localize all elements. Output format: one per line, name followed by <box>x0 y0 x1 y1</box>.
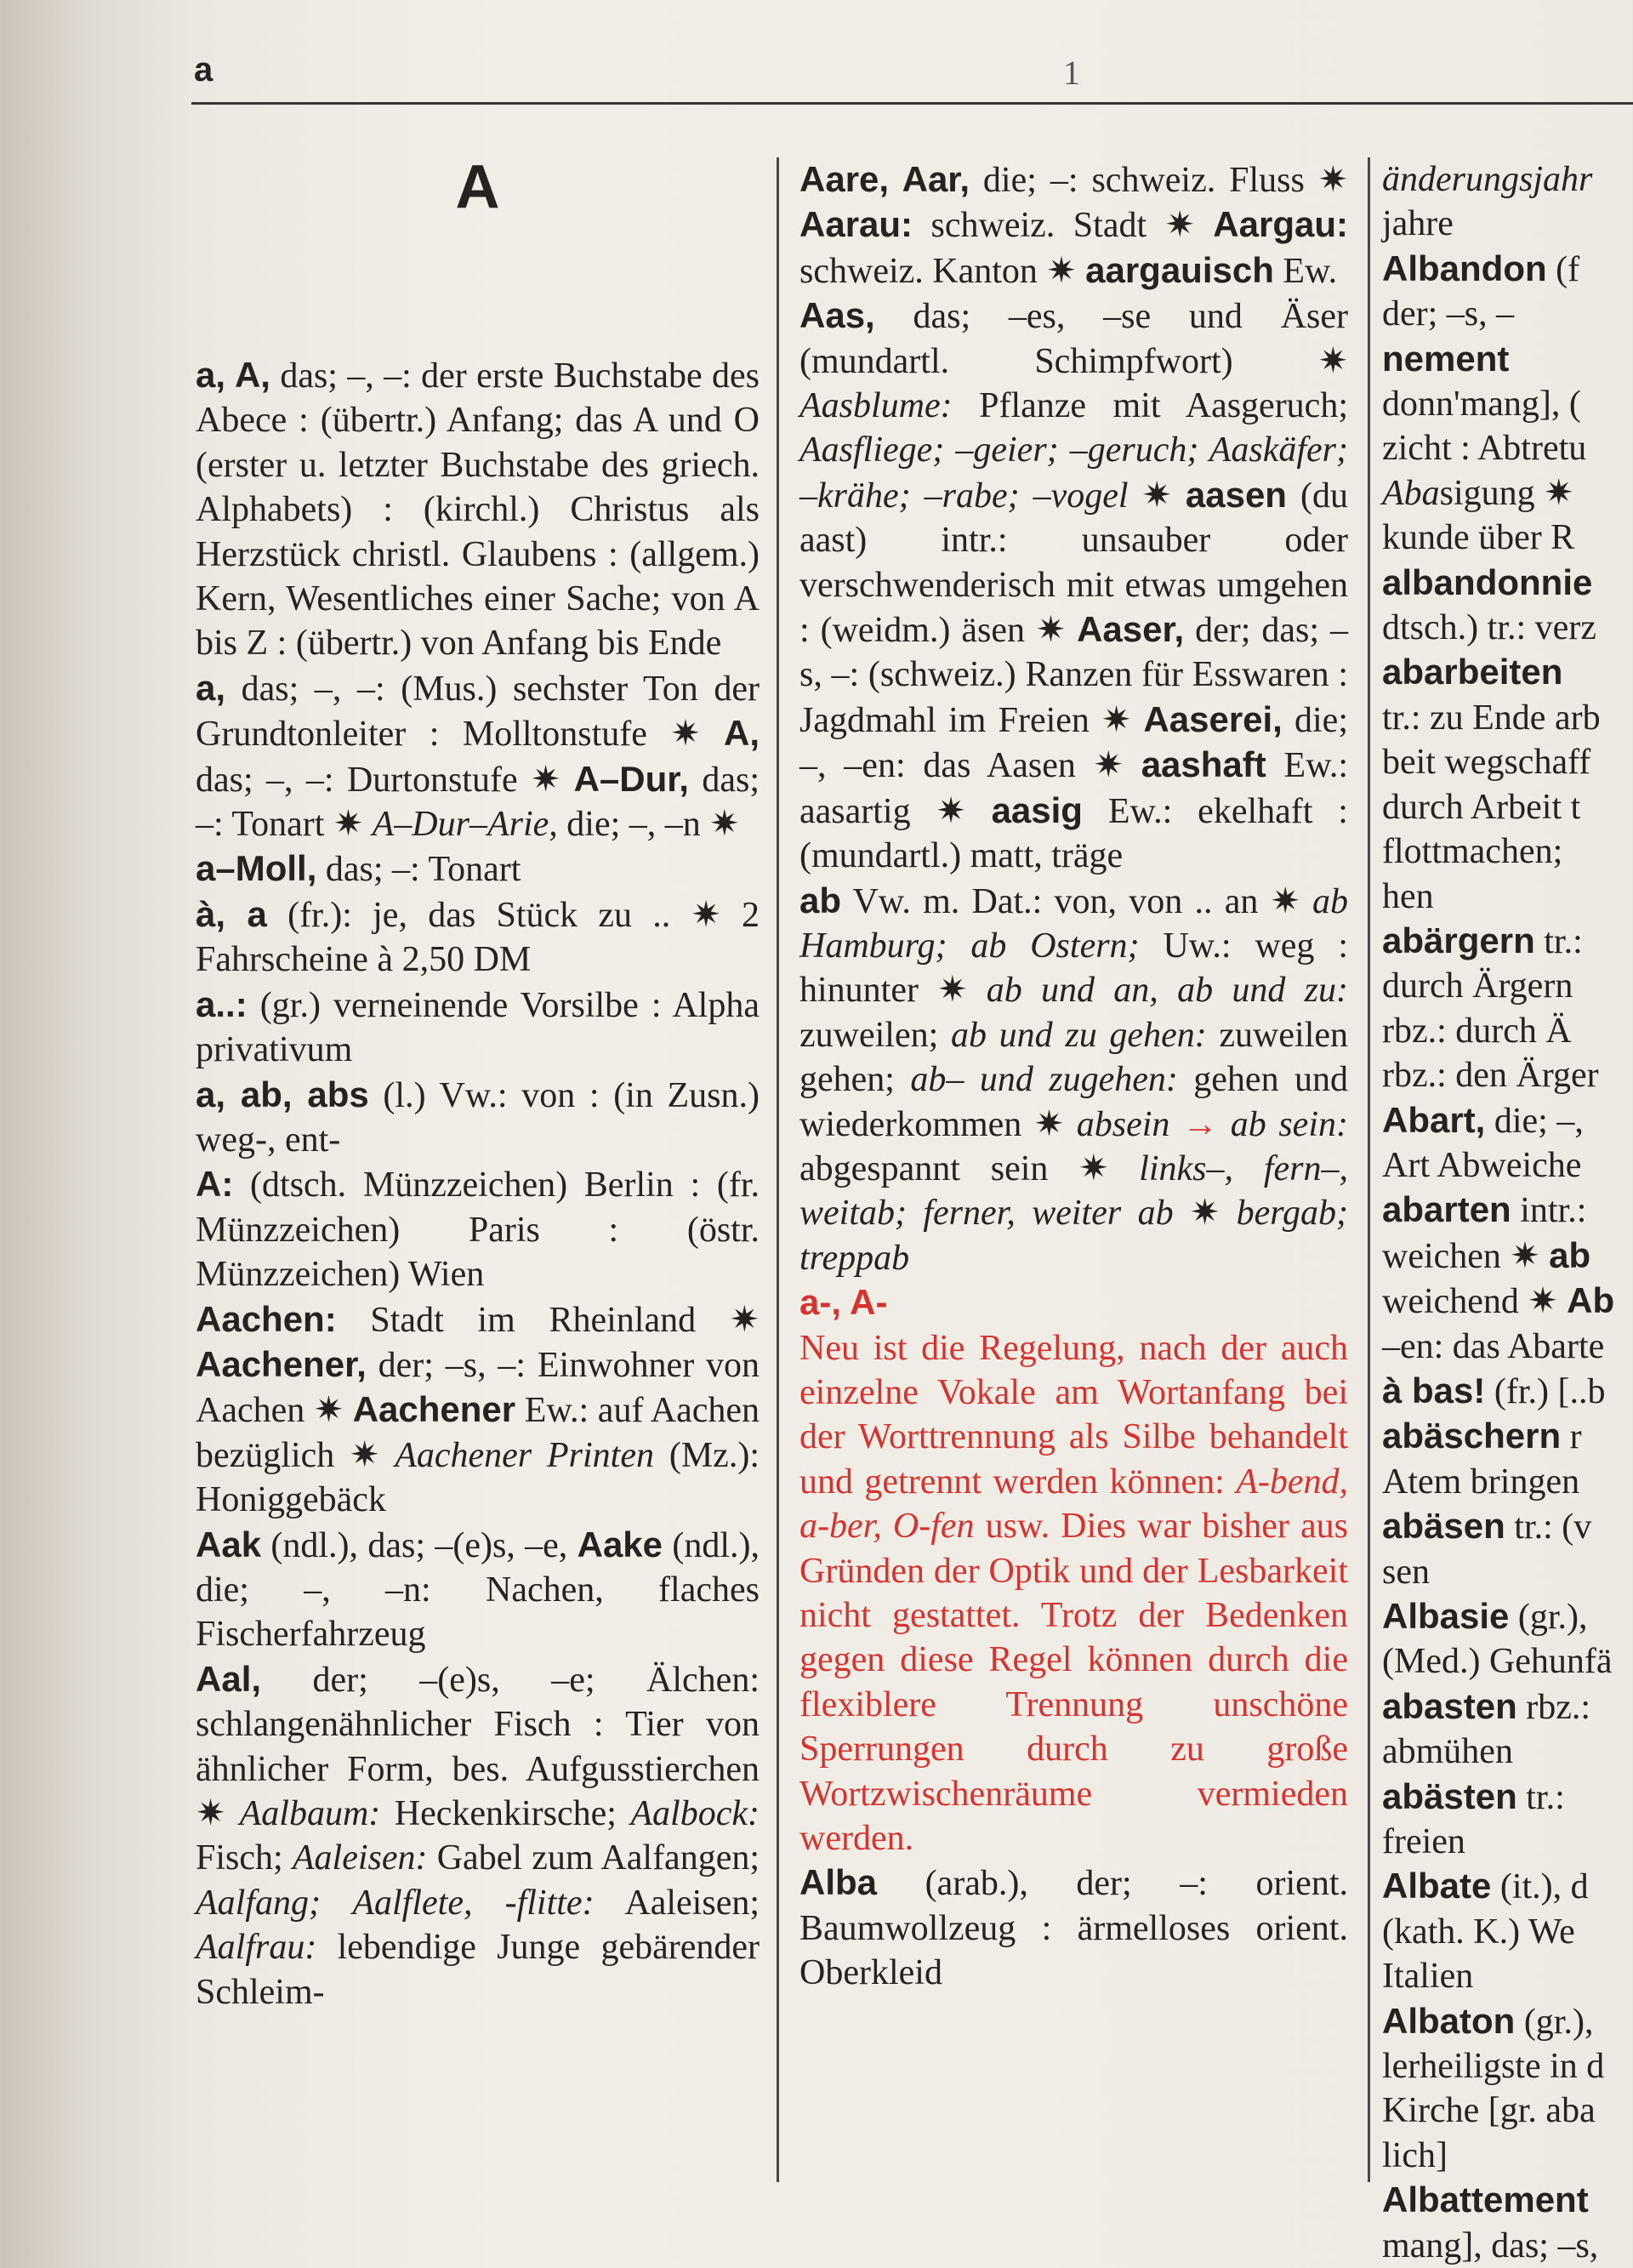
example: änderungsjahr <box>1382 160 1593 199</box>
entry-text: abgespannt sein ✷ <box>799 1148 1140 1188</box>
entry-text: r <box>1561 1417 1582 1457</box>
entry-text: die; –, –n ✷ <box>557 805 740 845</box>
example: links–, fern–, weitab; ferner, weiter ab <box>799 1148 1348 1234</box>
headword: Alba <box>799 1862 878 1903</box>
entry-text: Art Abweiche <box>1382 1145 1582 1185</box>
column-3-line <box>1382 1098 1633 1143</box>
entry-a-uppercase <box>196 353 760 666</box>
column-3-line <box>1382 650 1633 695</box>
example: ab sein: <box>1230 1104 1348 1144</box>
column-3-line <box>1382 1143 1633 1188</box>
entry-aak <box>196 1523 760 1657</box>
entry-text: Stadt im Rheinland ✷ <box>336 1300 760 1340</box>
headword: ab <box>1549 1234 1591 1275</box>
header-rule <box>191 102 1633 105</box>
headword: abärgern <box>1382 920 1535 960</box>
entry-a-moll <box>196 846 760 892</box>
example: Aaleisen: <box>292 1838 428 1878</box>
entry-text: das; –: Tonart <box>316 850 521 890</box>
headword: a–Moll, <box>196 848 317 889</box>
example: Aalfrau: <box>196 1928 317 1968</box>
entry-text: abmühen <box>1382 1732 1513 1772</box>
entry-text: beit wegschaff <box>1382 743 1591 783</box>
column-3-line <box>1382 1954 1633 1998</box>
example: ab– und zugehen: <box>910 1060 1178 1100</box>
entry-text: durch Ärgern <box>1382 966 1573 1006</box>
spelling-note <box>799 1280 1348 1861</box>
entry-text: Gabel zum Aalfangen; <box>427 1838 760 1878</box>
example: bergab; treppab <box>799 1194 1348 1278</box>
column-3-line <box>1382 1550 1633 1594</box>
headword: a, A, <box>196 355 270 395</box>
entry-aas <box>799 293 1348 878</box>
column-3-line <box>1382 337 1633 382</box>
headword: Albaton <box>1382 2000 1516 2041</box>
entry-text: sen <box>1382 1552 1430 1592</box>
entry-text: ✷ <box>1128 476 1186 516</box>
headword: à, a <box>196 893 267 934</box>
column-3-line <box>1382 2088 1633 2133</box>
headword: abäsen <box>1382 1506 1505 1547</box>
column-3-line <box>1382 2134 1633 2178</box>
column-3-line <box>1382 202 1633 246</box>
example: A–Dur–Arie, <box>372 805 558 845</box>
entry-text: der; –(e)s, –e; Älchen: schlangenähnlicher Fisch : Tier von ähnlicher Form, bes. Aufgusstierchen ✷ <box>196 1660 760 1833</box>
headword: A, <box>724 713 760 754</box>
entry-a-music <box>196 666 760 847</box>
column-3-line <box>1382 1009 1633 1053</box>
entry-aachen <box>196 1297 760 1523</box>
headword: aasig <box>991 789 1083 830</box>
example: ab und zu gehen: <box>950 1015 1207 1055</box>
entry-a-prefix <box>196 983 760 1073</box>
entry-text: Atem bringen <box>1382 1462 1580 1502</box>
entry-text: Italien <box>1382 1957 1474 1997</box>
entry-text: schweiz. Stadt ✷ <box>913 206 1214 246</box>
entry-text: weichen ✷ <box>1382 1236 1550 1276</box>
page-number: 1 <box>1063 54 1080 92</box>
entry-text: das; –, –: (Mus.) sechster Ton der Grundtonleiter : Molltonstufe ✷ <box>196 669 760 755</box>
headword: Albate <box>1382 1866 1492 1906</box>
headword: abarbeiten <box>1382 652 1563 692</box>
column-3-line <box>1382 292 1633 336</box>
entry-text: kunde über R <box>1382 518 1575 558</box>
example: Aachener Printen <box>395 1435 654 1475</box>
column-3-line <box>1382 606 1633 650</box>
entry-text: Ew. <box>1273 251 1338 291</box>
entry-a-grave <box>196 892 760 983</box>
note-example: A-bend, a-ber, O-fen <box>799 1462 1348 1547</box>
entry-text: Heckenkirsche; <box>380 1794 631 1833</box>
section-letter: A <box>455 153 500 221</box>
headword: ab <box>799 880 842 920</box>
column-3-line <box>1382 696 1633 740</box>
entry-a-ab-abs <box>196 1073 760 1163</box>
headword: Aak <box>196 1524 262 1564</box>
headword: a, <box>196 667 226 708</box>
headword: aashaft <box>1141 744 1266 785</box>
entry-text: zuweilen gehen; <box>799 1015 1348 1100</box>
headword: Aal, <box>196 1658 262 1699</box>
entry-text: (gr.), <box>1509 1598 1588 1637</box>
column-3-line <box>1382 1414 1633 1459</box>
column-3-line <box>1382 1864 1633 1909</box>
column-3-line <box>1382 471 1633 516</box>
example: Aasblume: <box>799 386 953 426</box>
entry-text: Fisch; <box>196 1838 293 1878</box>
entry-text: (du aast) intr.: unsauber oder verschwenderisch mit etwas umgehen : (weidm.) äsen ✷ <box>799 476 1348 651</box>
column-1 <box>196 153 760 2014</box>
entry-text: jahre <box>1382 204 1454 244</box>
entry-text: das; –es, –se und Äser (mundartl. Schimpfwort) ✷ <box>799 297 1348 381</box>
entry-text: (Med.) Gehunfä <box>1382 1642 1613 1682</box>
column-3-line <box>1382 561 1633 606</box>
example: ab Hamburg; ab Ostern; <box>799 881 1348 966</box>
note-text: Neu ist die Regelung, nach der auch einzelne Vokale am Wortanfang bei der Worttrennung als Silbe behandelt und getrennt werden können: <box>799 1328 1348 1502</box>
headword: abasten <box>1382 1685 1517 1726</box>
note-text: usw. Dies war bisher aus Gründen der Optik und der Lesbarkeit nicht gestattet. Trotz der Bedenken gegen diese Regel können durch die flexiblere Trennung unschöne Sperrungen durch zu große Wortzwischenräume vermieden werden. <box>799 1507 1348 1859</box>
column-3-line <box>1382 1999 1633 2044</box>
headword: abäschern <box>1382 1416 1562 1456</box>
column-3-line <box>1382 1775 1633 1820</box>
entry-text: rbz.: <box>1516 1687 1591 1727</box>
entry-text: ✷ <box>1173 1194 1237 1234</box>
running-head-letter: a <box>194 51 213 88</box>
entry-text: die; –, <box>1485 1101 1584 1141</box>
entry-text: (arab.), der; –: orient. Baumwollzeug : ärmelloses orient. Oberkleid <box>799 1864 1348 1993</box>
entry-text: das; –, –: der erste Buchstabe des Abece : (übertr.) Anfang; das A und O (erster u. letzter Buchstabe des griech. Alphabets) : (kirchl.) Christus als Herzstück christl. Glaubens : (allgem.) Kern, Wesentliches einer Sache; von A bis Z : (übertr.) von Anfang bis Ende <box>196 356 760 664</box>
headword: Ab <box>1567 1280 1615 1321</box>
entry-text: der; das; –s, –: (schweiz.) Ranzen für Esswaren : Jagdmahl im Freien ✷ <box>799 611 1348 740</box>
entry-text: dtsch.) tr.: verz <box>1382 608 1596 648</box>
headword: Aare, Aar, <box>799 159 970 199</box>
column-3-line <box>1382 516 1633 560</box>
entry-aal <box>196 1657 760 2014</box>
column-3-line <box>1382 382 1633 426</box>
headword: Albasie <box>1382 1596 1510 1636</box>
column-3-line <box>1382 157 1633 202</box>
entry-text: rbz.: den Ärger <box>1382 1056 1599 1096</box>
headword: Abart, <box>1382 1099 1486 1140</box>
column-3-line <box>1382 247 1633 292</box>
example: Aasfliege; –geier; –geruch; Aaskäfer; –krähe; –rabe; –vogel <box>799 430 1348 516</box>
example: Aalfang; Aalflete, -flitte: <box>196 1883 595 1923</box>
headword: aasen <box>1185 474 1287 515</box>
column-3-line <box>1382 1639 1633 1684</box>
entry-aare <box>799 157 1348 293</box>
column-3-line <box>1382 1684 1633 1729</box>
headword: Aas, <box>799 295 875 336</box>
entry-text: Kirche [gr. aba <box>1382 2091 1596 2131</box>
entry-text: weichend ✷ <box>1382 1282 1568 1322</box>
column-3-line <box>1382 829 1633 874</box>
column-3-line <box>1382 875 1633 919</box>
column-3-line <box>1382 2224 1633 2268</box>
entry-text: tr.: (v <box>1505 1507 1592 1547</box>
example: Aba <box>1382 473 1440 513</box>
headword: Aargau: <box>1213 204 1348 245</box>
headword: Aaser, <box>1077 609 1185 650</box>
column-3-line <box>1382 1234 1633 1279</box>
entry-text: mang], das; –s, <box>1382 2225 1599 2265</box>
headword: Aarau: <box>799 204 913 245</box>
headword: A–Dur, <box>573 758 689 799</box>
entry-text: durch Arbeit t <box>1382 787 1581 827</box>
entry-text: gehen und wiederkommen ✷ <box>799 1060 1348 1144</box>
headword: nement <box>1382 338 1510 379</box>
column-3-line <box>1382 1188 1633 1233</box>
column-3-line <box>1382 1279 1633 1324</box>
headword: Aachen: <box>196 1298 337 1339</box>
entry-text: das; –, –: Durtonstufe ✷ <box>196 760 574 800</box>
entry-ab <box>799 879 1348 1281</box>
dictionary-page <box>191 0 1633 2265</box>
entry-text: Ew.: aasartig ✷ <box>799 746 1348 831</box>
headword: Aachener <box>352 1389 516 1430</box>
entry-text: rbz.: durch Ä <box>1382 1011 1572 1051</box>
entry-text: Ew.: ekelhaft : (mundartl.) matt, träge <box>799 791 1348 876</box>
column-3-line <box>1382 785 1633 829</box>
entry-text: freien <box>1382 1822 1465 1862</box>
entry-text: Pflanze mit Aasgeruch; <box>952 386 1348 426</box>
entry-a-mint <box>196 1162 760 1296</box>
headword: a..: <box>196 983 248 1024</box>
headword: aargauisch <box>1085 249 1274 290</box>
headword: abarten <box>1382 1189 1511 1230</box>
entry-text: zicht : Abtretu <box>1382 429 1587 469</box>
column-3-line <box>1382 1910 1633 1954</box>
headword: à bas! <box>1382 1370 1486 1410</box>
example: Aalbaum: <box>239 1794 381 1833</box>
entry-text: der; –s, – <box>1382 294 1515 334</box>
entry-text: tr.: <box>1516 1777 1565 1817</box>
entry-text: zuweilen; <box>799 1015 951 1055</box>
column-3-line <box>1382 1594 1633 1639</box>
entry-text: sigung ✷ <box>1439 473 1574 513</box>
entry-text: –en: das Abarte <box>1382 1326 1605 1366</box>
entry-text: lich] <box>1382 2135 1448 2175</box>
entry-text: (gr.), <box>1515 2002 1594 2042</box>
column-3-line <box>1382 1053 1633 1097</box>
column-divider-2 <box>1368 157 1370 2182</box>
column-3-line <box>1382 740 1633 784</box>
entry-text: lebendige Junge gebärender Schleim- <box>196 1928 760 2012</box>
entry-text: (fr.) [..b <box>1485 1371 1606 1411</box>
entry-text: die; –, –en: das Aasen ✷ <box>799 700 1348 786</box>
headword: Aake <box>577 1524 663 1564</box>
headword: Aachener, <box>196 1343 367 1384</box>
column-3-line <box>1382 919 1633 964</box>
entry-text: das; –: Tonart ✷ <box>196 760 760 845</box>
column-3 <box>1382 157 1633 2268</box>
headword: Aaserei, <box>1143 698 1283 739</box>
column-3-line <box>1382 2178 1633 2223</box>
column-3-line <box>1382 1460 1633 1504</box>
column-3-line <box>1382 1504 1633 1549</box>
entry-text: intr.: <box>1511 1191 1587 1231</box>
entry-text: Vw. m. Dat.: von, von .. an ✷ <box>841 881 1312 921</box>
headword: A: <box>196 1164 234 1205</box>
entry-text: (f <box>1546 249 1580 289</box>
column-2 <box>799 157 1348 1996</box>
entry-text: Aaleisen; <box>594 1883 760 1923</box>
example: absein <box>1076 1104 1170 1144</box>
column-divider-1 <box>777 157 779 2182</box>
entry-text: flottmachen; <box>1382 832 1563 872</box>
entry-text: schweiz. Kanton ✷ <box>799 251 1086 291</box>
entry-text: lerheiligste in d <box>1382 2047 1605 2087</box>
column-3-line <box>1382 2044 1633 2088</box>
entry-text: (Mz.): Honiggebäck <box>196 1435 760 1520</box>
entry-text: donn'mang], ( <box>1382 385 1581 425</box>
headword: abästen <box>1382 1775 1517 1816</box>
example: ab und an, ab und zu: <box>986 971 1348 1011</box>
entry-text: hen <box>1382 876 1434 916</box>
column-3-line <box>1382 1325 1633 1369</box>
column-3-line <box>1382 1820 1633 1864</box>
example: Aalbock: <box>630 1794 760 1833</box>
arrow-icon: → <box>1169 1104 1231 1144</box>
entry-text: der; –s, –: Einwohner von Aachen ✷ <box>196 1345 760 1431</box>
entry-text: Ew.: auf Aachen bezüglich ✷ <box>196 1391 760 1475</box>
column-3-line <box>1382 426 1633 470</box>
entry-text: (kath. K.) We <box>1382 1912 1575 1952</box>
headword: Albandon <box>1382 248 1547 288</box>
entry-text: (ndl.), das; –(e)s, –e, <box>261 1525 578 1565</box>
entry-text: (dtsch. Münzzeichen) Berlin : (fr. Münzzeichen) Paris : (östr. Münzzeichen) Wien <box>196 1165 760 1295</box>
entry-text: die; –: schweiz. Fluss ✷ <box>970 161 1349 200</box>
column-3-line <box>1382 1369 1633 1414</box>
headword: Albattement <box>1382 2180 1589 2220</box>
entry-text: (fr.): je, das Stück zu .. ✷ 2 Fahrscheine à 2,50 DM <box>196 895 760 980</box>
headword: albandonnie <box>1382 561 1593 602</box>
entry-alba <box>799 1861 1348 1995</box>
entry-text: Uw.: weg : hinunter ✷ <box>799 926 1348 1011</box>
note-heading: a-, A- <box>799 1282 888 1323</box>
entry-text: (gr.) verneinende Vorsilbe : Alpha privativum <box>196 985 760 1070</box>
entry-text: (l.) Vw.: von : (in Zusn.) weg-, ent- <box>196 1075 760 1160</box>
entry-text: (it.), d <box>1491 1867 1589 1907</box>
entry-text: tr.: <box>1534 921 1583 961</box>
entry-text: (ndl.), die; –, –n: Nachen, flaches Fischerfahrzeug <box>196 1525 760 1655</box>
entry-text: tr.: zu Ende arb <box>1382 698 1601 738</box>
headword: a, ab, abs <box>196 1074 369 1114</box>
column-3-line <box>1382 964 1633 1008</box>
column-3-line <box>1382 1729 1633 1774</box>
